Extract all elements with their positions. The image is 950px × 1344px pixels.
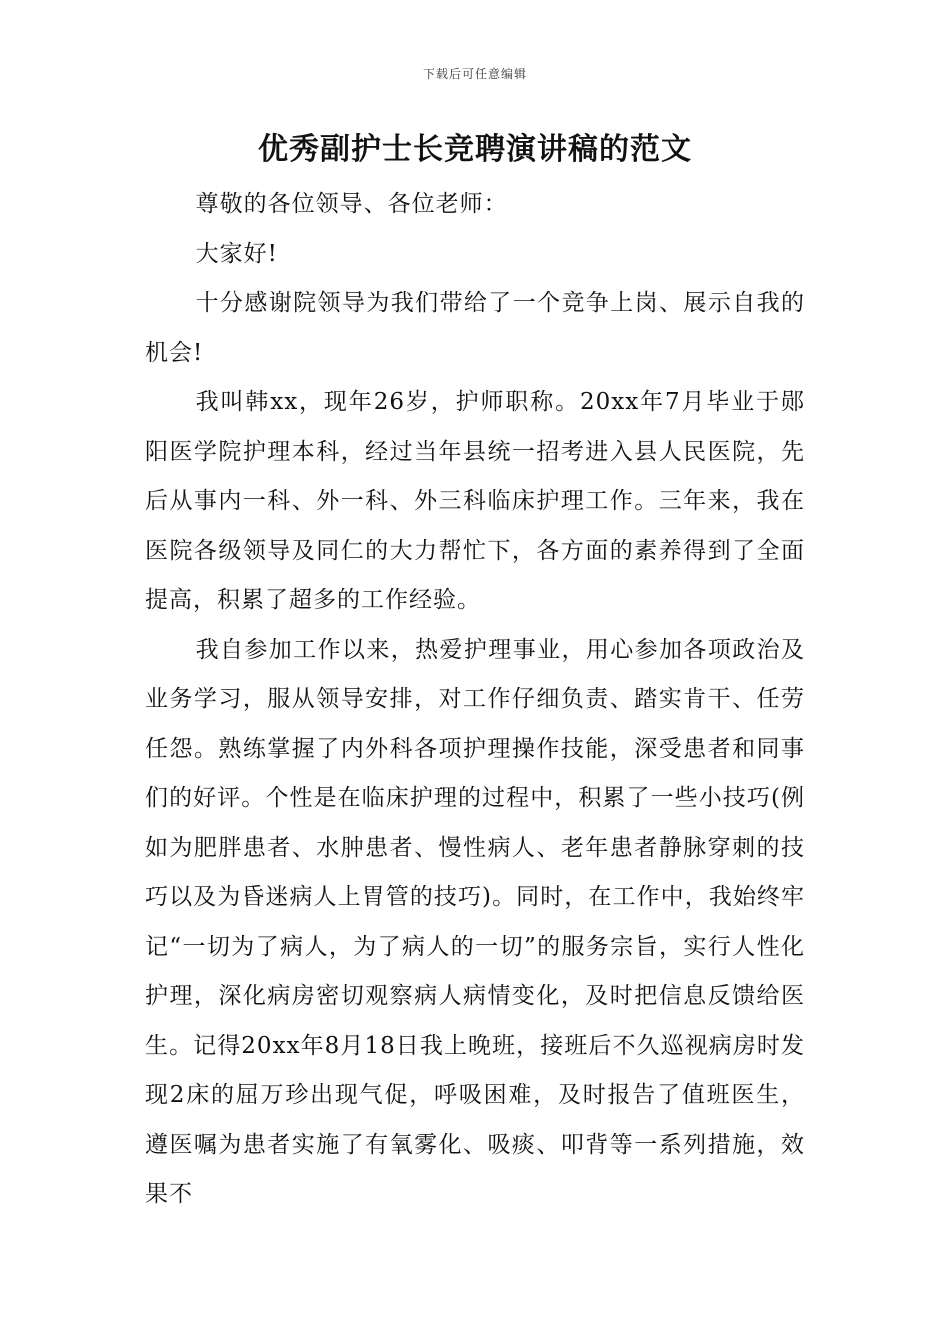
header-note: 下载后可任意编辑 <box>422 67 527 81</box>
body-paragraph: 我自参加工作以来，热爱护理事业，用心参加各项政治及业务学习，服从领导安排，对工作仔细负责、踏实肯干、任劳任怨。熟练掌握了内外科各项护理操作技能，深受患者和同事们的好评。个性是在临床护理的过程中，积累了一些小技巧(例如为肥胖患者、水肿患者、慢性病人、老年患者静脉穿刺的技巧以及为昏迷病人上胃管的技巧)。同时，在工作中，我始终牢记“一切为了病人，为了病人的一切”的服务宗旨，实行人性化护理，深化病房密切观察病人病情变化，及时把信息反馈给医生。记得20xx年8月18日我上晚班，接班后不久巡视病房时发现2床的屈万珍出现气促，呼吸困难，及时报告了值班医生，遵医嘱为患者实施了有氧雾化、吸痰、叩背等一系列措施，效果不 <box>145 636 805 1207</box>
document-title: 优秀副护士长竞聘演讲稿的范文 <box>258 132 692 167</box>
greeting-paragraph: 大家好! <box>195 240 278 267</box>
salutation-paragraph: 尊敬的各位领导、各位老师： <box>195 191 508 217</box>
body-paragraph: 我叫韩xx，现年26岁，护师职称。20xx年7月毕业于郧阳医学院护理本科，经过当年县统一招考进入县人民医院，先后从事内一科、外一科、外三科临床护理工作。三年来，我在医院各级领导及同仁的大力帮忙下，各方面的素养得到了全面提高，积累了超多的工作经验。 <box>145 389 805 613</box>
document-body <box>145 180 805 1220</box>
body-paragraph: 十分感谢院领导为我们带给了一个竞争上岗、展示自我的机会! <box>145 290 805 366</box>
